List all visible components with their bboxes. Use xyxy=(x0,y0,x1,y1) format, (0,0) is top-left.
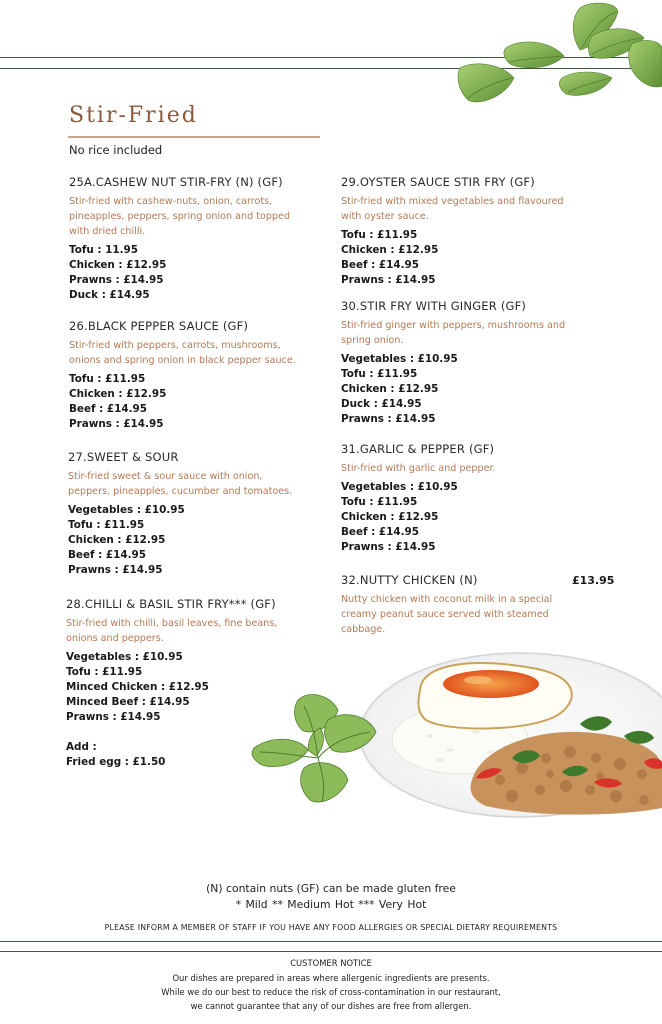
bottom-rule-2 xyxy=(0,951,662,952)
price-item: Chicken : £12.95 xyxy=(341,383,439,395)
customer-notice-line: we cannot guarantee that any of our dishes are free from allergen. xyxy=(190,1001,472,1011)
price-item: Tofu : £11.95 xyxy=(68,519,145,531)
price-item: Vegetables : £10.95 xyxy=(341,353,458,365)
price-item: Prawns : £14.95 xyxy=(69,274,164,286)
price-item: Prawns : £14.95 xyxy=(341,274,436,286)
bottom-rule-1 xyxy=(0,941,662,942)
dish-29 xyxy=(341,175,576,288)
dish-description: Stir-fried with mixed vegetables and flavoured with oyster sauce. xyxy=(341,196,564,222)
price-item: Tofu : £11.95 xyxy=(66,666,143,678)
dish-name: 29.OYSTER SAUCE STIR FRY (GF) xyxy=(341,175,535,189)
price-item: Beef : £14.95 xyxy=(69,403,148,415)
price-list xyxy=(69,372,304,432)
dish-30 xyxy=(341,299,576,427)
price-item: Minced Chicken : £12.95 xyxy=(66,681,209,693)
dish-name: 26.BLACK PEPPER SAUCE (GF) xyxy=(69,319,249,333)
price-item: Minced Beef : £14.95 xyxy=(66,696,190,708)
price-item: Prawns : £14.95 xyxy=(68,564,163,576)
price-item: Beef : £14.95 xyxy=(341,526,420,538)
price-item: Chicken : £12.95 xyxy=(341,244,439,256)
dish-32 xyxy=(341,573,561,641)
price-item: Tofu : £11.95 xyxy=(341,229,418,241)
allergy-notice: PLEASE INFORM A MEMBER OF STAFF IF YOU HAVE ANY FOOD ALLERGIES OR SPECIAL DIETARY REQUIREMENTS xyxy=(104,923,558,932)
price-item: Vegetables : £10.95 xyxy=(68,504,185,516)
customer-notice-line: Our dishes are prepared in areas where allergenic ingredients are presents. xyxy=(172,973,490,983)
price-item: Prawns : £14.95 xyxy=(66,711,161,723)
customer-notice-title: CUSTOMER NOTICE xyxy=(290,958,372,968)
dish-25a xyxy=(69,175,304,303)
dish-27 xyxy=(68,450,303,578)
price-item: Beef : £14.95 xyxy=(341,259,420,271)
price-list xyxy=(341,352,576,427)
price-list xyxy=(69,243,304,303)
price-item: Vegetables : £10.95 xyxy=(341,481,458,493)
dish-name: 25A.CASHEW NUT STIR-FRY (N) (GF) xyxy=(69,175,283,189)
dish-name: 27.SWEET & SOUR xyxy=(68,450,179,464)
price-item: Tofu : 11.95 xyxy=(69,244,139,256)
customer-notice-line: While we do our best to reduce the risk of cross-contamination in our restaurant, xyxy=(161,987,501,997)
dish-description: Stir-fried with chilli, basil leaves, fine beans, onions and peppers. xyxy=(66,618,278,644)
dish-description: Stir-fried sweet & sour sauce with onion, peppers, pineapples, cucumber and tomatoes. xyxy=(68,471,293,497)
section-subtitle: No rice included xyxy=(69,143,163,157)
dish-name: 30.STIR FRY WITH GINGER (GF) xyxy=(341,299,527,313)
price-item: Prawns : £14.95 xyxy=(341,541,436,553)
dish-description: Stir-fried with garlic and pepper. xyxy=(341,463,496,474)
title-underline xyxy=(68,136,320,138)
price-item: Chicken : £12.95 xyxy=(341,511,439,523)
price-item: Vegetables : £10.95 xyxy=(66,651,183,663)
dish-name: 28.CHILLI & BASIL STIR FRY*** (GF) xyxy=(66,597,276,611)
price-item: Prawns : £14.95 xyxy=(341,413,436,425)
price-item: Tofu : £11.95 xyxy=(341,368,418,380)
price-item: Tofu : £11.95 xyxy=(341,496,418,508)
food-plate-illustration xyxy=(250,640,662,840)
dish-name: 31.GARLIC & PEPPER (GF) xyxy=(341,442,495,456)
price-list xyxy=(341,480,576,555)
dish-32-price: £13.95 xyxy=(572,574,615,587)
price-item: Chicken : £12.95 xyxy=(69,259,167,271)
dish-description: Stir-fried with peppers, carrots, mushrooms, onions and spring onion in black pepper sauce. xyxy=(69,340,296,366)
dish-description: Stir-fried with cashew-nuts, onion, carrots, pineapples, peppers, spring onion and topped with dried chilli. xyxy=(69,196,291,237)
price-item: Prawns : £14.95 xyxy=(69,418,164,430)
legend-line-1: (N) contain nuts (GF) can be made gluten free xyxy=(206,882,456,895)
price-item: Tofu : £11.95 xyxy=(69,373,146,385)
price-item: Duck : £14.95 xyxy=(69,289,150,301)
dish-description: Nutty chicken with coconut milk in a special creamy peanut sauce served with steamed cabbage. xyxy=(341,594,553,635)
price-item: Beef : £14.95 xyxy=(68,549,147,561)
basil-leaves-decoration xyxy=(422,0,662,110)
dish-name: 32.NUTTY CHICKEN (N) xyxy=(341,573,478,587)
price-item: Duck : £14.95 xyxy=(341,398,422,410)
add-item: Fried egg : £1.50 xyxy=(66,756,166,768)
dish-description: Stir-fried ginger with peppers, mushrooms and spring onion. xyxy=(341,320,566,346)
legend-line-2: * Mild ** Medium Hot *** Very Hot xyxy=(235,898,427,911)
dish-26 xyxy=(69,319,304,432)
section-title: Stir-Fried xyxy=(69,103,198,128)
dish-31 xyxy=(341,442,576,555)
price-list xyxy=(68,503,303,578)
add-label: Add : xyxy=(66,741,97,753)
price-item: Chicken : £12.95 xyxy=(69,388,167,400)
price-item: Chicken : £12.95 xyxy=(68,534,166,546)
price-list xyxy=(341,228,576,288)
